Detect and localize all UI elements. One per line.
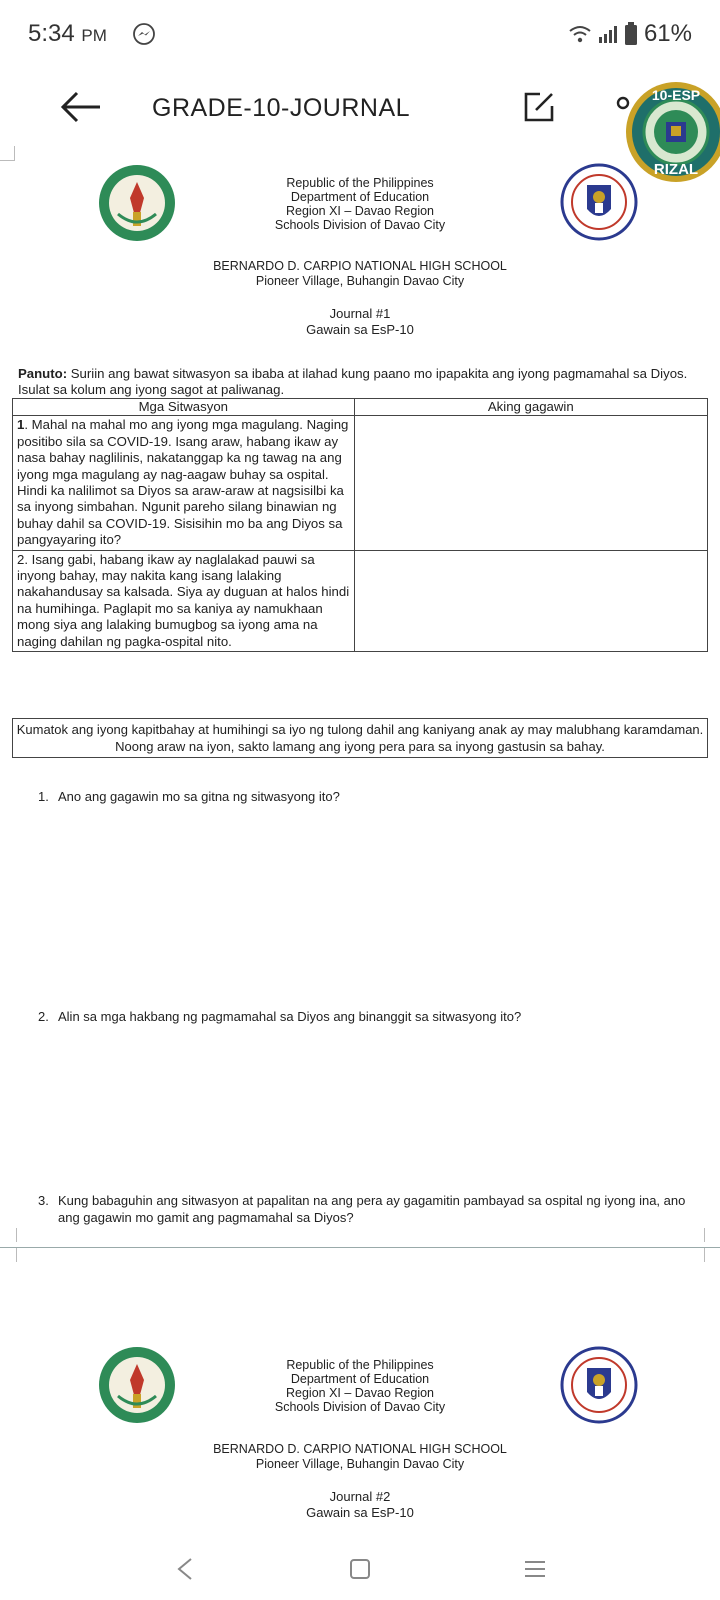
header-line: Region XI – Davao Region <box>285 1386 434 1400</box>
school-address: Pioneer Village, Buhangin Davao City <box>255 1457 465 1471</box>
status-time <box>28 20 107 48</box>
system-nav-bar <box>0 1540 720 1600</box>
situations-table <box>12 398 708 652</box>
situation-number: 1 <box>17 417 25 433</box>
situation-text: . Mahal na mahal mo ang iyong mga magulang. Naging positibo sila sa COVID-19. Isang araw, habang ikaw ay nasa bahay naglilinis, nakatanggap ka ng tawag na ang iyong mga magulang ay nag-aagaw buhay sa ospital. Hindi ka nalilimot sa Diyos sa araw-araw at nagsisilbi ka sa inyong simbahan. Ngunit pareho silang binawian ng buhay dahil sa COVID-19. Sisisihin mo ba ang Diyos sa pangyayaring ito? <box>17 417 349 548</box>
question-item <box>38 1192 698 1226</box>
answer-cell[interactable] <box>354 550 707 651</box>
scenario-box: Kumatok ang iyong kapitbahay at humihingi sa iyo ng tulong dahil ang kaniyang anak ay may malubhang karamdaman. Noong araw na iyon, sakto lamang ang iyong pera para sa inyong gastusin sa bahay. <box>12 718 708 758</box>
school-name: BERNARDO D. CARPIO NATIONAL HIGH SCHOOL <box>213 1442 507 1456</box>
wifi-icon <box>568 24 592 44</box>
davao-division-seal-logo <box>98 1346 176 1424</box>
table-header-row <box>13 399 708 416</box>
nav-back-icon[interactable] <box>172 1556 198 1582</box>
page-corner-mark <box>704 1228 720 1242</box>
page-title: GRADE-10-JOURNAL <box>152 94 411 122</box>
status-right <box>568 20 692 48</box>
table-row <box>13 550 708 651</box>
badge-bottom-text: RIZAL <box>653 161 699 178</box>
page-corner-mark <box>0 146 15 161</box>
deped-seal-logo <box>560 163 638 241</box>
question-text: Kung babaguhin ang sitwasyon at papalitan na ang pera ay gagamitin pambayad sa ospital ng iyong ina, ano ang gagawin mo gamit ang pagmamahal sa Diyos? <box>58 1193 686 1225</box>
esp-rizal-badge-logo <box>624 80 720 184</box>
header-line: Department of Education <box>290 190 430 204</box>
status-time-ampm: PM <box>81 26 107 45</box>
back-arrow-icon[interactable] <box>60 90 102 124</box>
battery-icon <box>624 22 638 46</box>
situation-cell <box>13 550 355 651</box>
header-line: Department of Education <box>290 1372 430 1386</box>
deped-header <box>262 1358 458 1414</box>
table-header: Aking gagawin <box>354 399 707 416</box>
status-time-value: 5:34 <box>28 20 75 47</box>
header-line: Region XI – Davao Region <box>285 204 434 218</box>
situation-text: . Isang gabi, habang ikaw ay naglalakad pauwi sa inyong bahay, may nakita kang isang lalaking nakahandusay sa kalsada. Siya ay duguan at halos hindi na humihinga. Paglapit mo sa kaniya ay namukhaan mong siya ang lalaking bumugbog sa iyong ama na naging dahilan ng pagka-ospital nito. <box>17 551 350 649</box>
instructions <box>18 366 708 398</box>
question-text: Ano ang gagawin mo sa gitna ng sitwasyong ito? <box>58 789 340 804</box>
question-item <box>38 788 698 805</box>
edit-icon[interactable] <box>522 90 556 124</box>
deped-seal-logo <box>560 1346 638 1424</box>
app-bar <box>0 70 720 145</box>
nav-home-icon[interactable] <box>347 1556 373 1582</box>
situation-cell <box>13 416 355 550</box>
situation-number: 2 <box>17 551 25 567</box>
nav-recents-icon[interactable] <box>522 1556 548 1582</box>
battery-percent: 61% <box>643 20 692 47</box>
page-corner-mark <box>704 1248 720 1262</box>
activity-title: Gawain sa EsP-10 <box>306 1505 414 1520</box>
page-divider <box>0 1247 720 1248</box>
school-name: BERNARDO D. CARPIO NATIONAL HIGH SCHOOL <box>213 259 507 273</box>
table-header: Mga Sitwasyon <box>13 399 355 416</box>
question-number: 2. <box>38 1009 49 1024</box>
header-line: Schools Division of Davao City <box>274 218 446 232</box>
question-number: 3. <box>38 1193 49 1208</box>
instructions-label: Panuto: <box>18 366 68 381</box>
signal-icon <box>598 24 618 44</box>
question-item <box>38 1008 698 1025</box>
deped-header <box>262 176 458 232</box>
davao-division-seal-logo <box>98 164 176 242</box>
instructions-text: Suriin ang bawat sitwasyon sa ibaba at ilahad kung paano mo ipapakita ang iyong pagmamahal sa Diyos. Isulat sa kolum ang iyong sagot at paliwanag. <box>18 366 688 397</box>
page-corner-mark <box>0 1248 17 1262</box>
answer-cell[interactable] <box>354 416 707 550</box>
page-corner-mark <box>0 1228 17 1242</box>
question-text: Alin sa mga hakbang ng pagmamahal sa Diyos ang binanggit sa sitwasyong ito? <box>58 1009 522 1024</box>
header-line: Republic of the Philippines <box>286 1358 434 1372</box>
header-line: Schools Division of Davao City <box>274 1400 446 1414</box>
badge-top-text: 10-ESP <box>651 87 701 103</box>
header-line: Republic of the Philippines <box>286 176 434 190</box>
journal-number: Journal #2 <box>329 1489 391 1504</box>
messenger-icon <box>132 22 156 46</box>
table-row <box>13 416 708 550</box>
question-number: 1. <box>38 789 49 804</box>
activity-title: Gawain sa EsP-10 <box>306 322 414 337</box>
journal-number: Journal #1 <box>329 306 391 321</box>
school-address: Pioneer Village, Buhangin Davao City <box>255 274 465 288</box>
status-bar <box>0 0 720 70</box>
